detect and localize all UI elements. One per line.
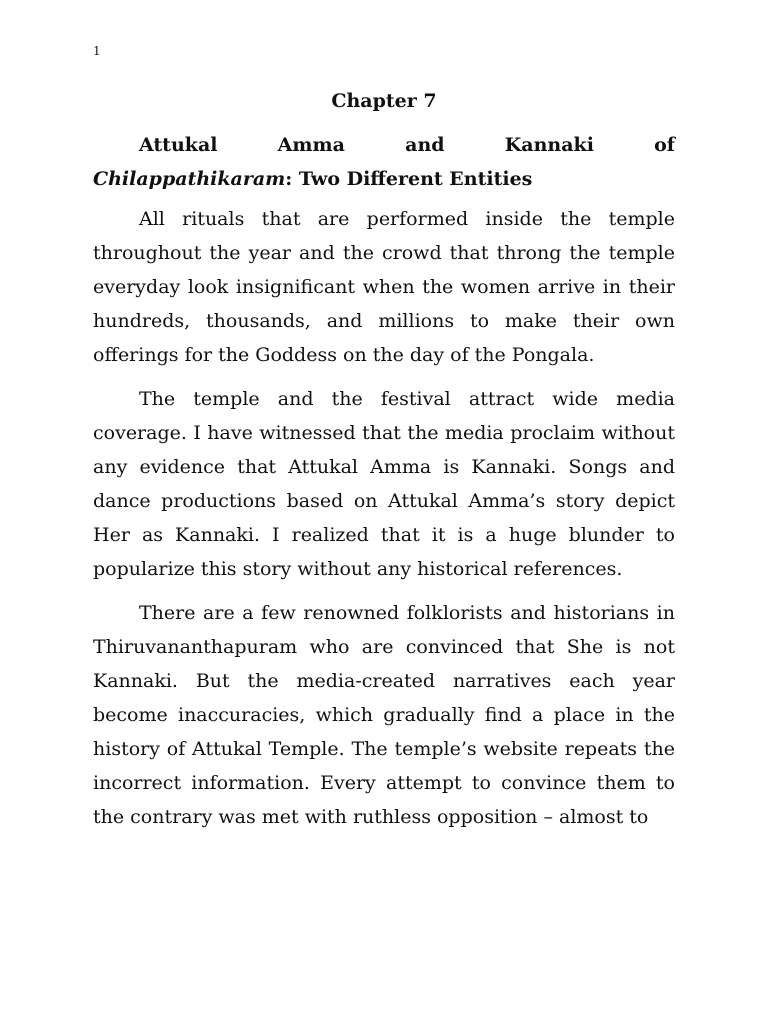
chapter-title bbox=[93, 128, 675, 196]
chapter-title-italic: Chilappathikaram bbox=[93, 168, 286, 190]
page-content bbox=[93, 84, 675, 844]
page-number: 1 bbox=[93, 44, 101, 58]
chapter-label: Chapter 7 bbox=[331, 90, 437, 112]
chapter-title-word: Amma bbox=[277, 134, 345, 156]
chapter-title-word: Kannaki bbox=[504, 134, 594, 156]
chapter-title-word: and bbox=[405, 134, 445, 156]
chapter-title-rest: : Two Different Entities bbox=[285, 168, 533, 190]
chapter-title-line-2 bbox=[93, 162, 675, 196]
body-paragraph: There are a few renowned folklorists and historians in Thiruvananthapuram who are convinced that She is not Kannaki. But the media-created narratives each year become inaccuracies, which gradually find a place in the history of Attukal Temple. The temple’s website repeats the incorrect information. Every attempt to convince them to the contrary was met with ruthless opposition – almost to bbox=[93, 602, 675, 828]
body-paragraph: All rituals that are performed inside the temple throughout the year and the crowd that throng the temple everyday look insignificant when the women arrive in their hundreds, thousands, and millions to make their own offerings for the Goddess on the day of the Pongala. bbox=[93, 208, 675, 366]
chapter-title-line-1 bbox=[93, 128, 675, 162]
chapter-title-word: Attukal bbox=[139, 134, 218, 156]
chapter-title-word: of bbox=[654, 134, 675, 156]
body-paragraph: The temple and the festival attract wide media coverage. I have witnessed that the media proclaim without any evidence that Attukal Amma is Kannaki. Songs and dance productions based on Attukal Amma’s story depict Her as Kannaki. I realized that it is a huge blunder to popularize this story without any historical references. bbox=[93, 388, 675, 580]
